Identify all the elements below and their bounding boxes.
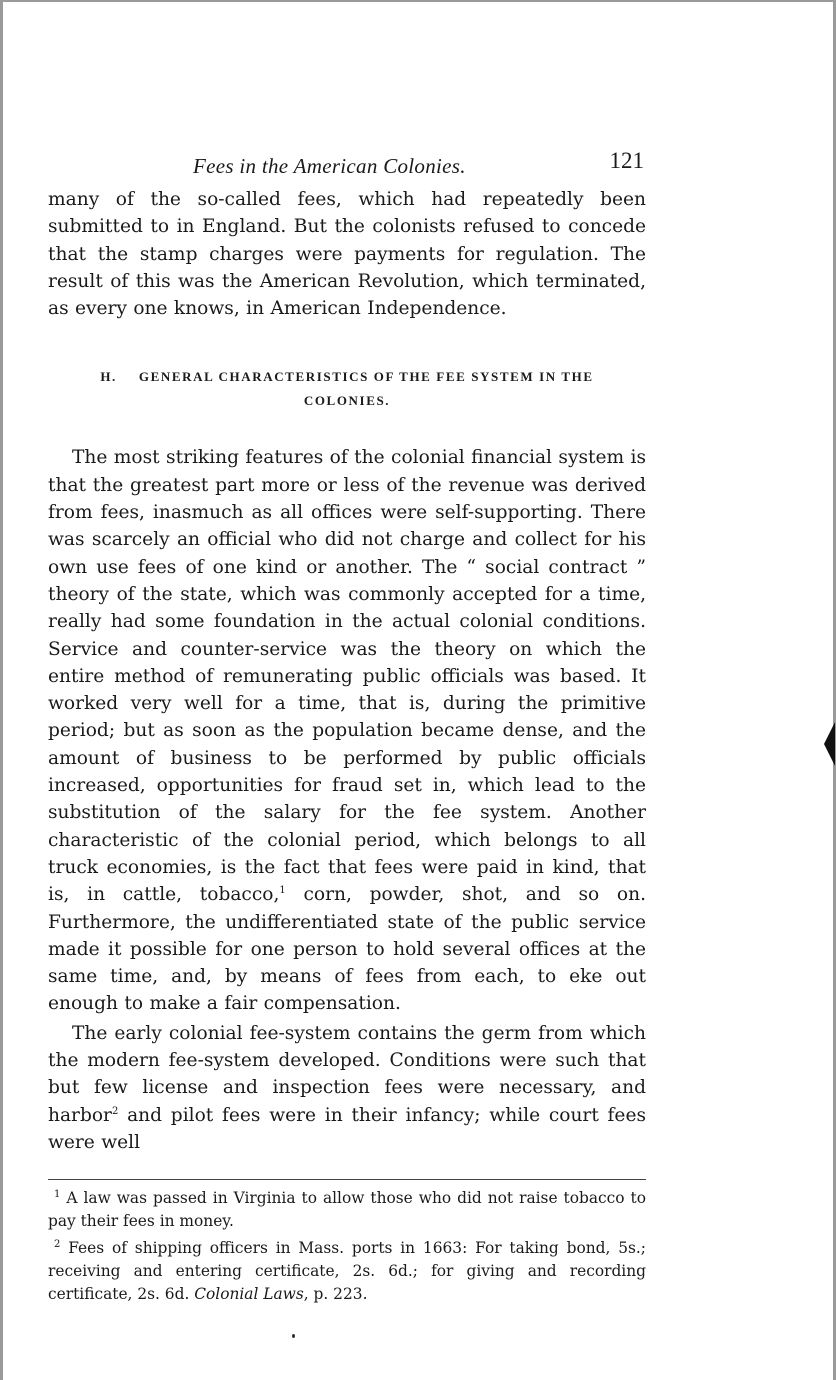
footnote-ref: 2 [111, 1105, 119, 1117]
footnote-text: , p. 223. [303, 1285, 368, 1304]
footnote-ref: 1 [279, 885, 286, 897]
paragraph-text: corn, powder, shot, and so on. Furthermore, the undifferentiated state of the public service made it possible for one person to hold several offices at the same time, and, by means of fees from each, to eke out enough to make a fair compensation. [48, 884, 646, 1015]
section-heading [48, 365, 646, 413]
paragraph-early-fee-system [48, 1020, 646, 1156]
footnote-1 [48, 1187, 646, 1233]
section-number: H. [100, 369, 117, 385]
scan-mark [824, 722, 835, 766]
paragraph-characteristics [48, 444, 646, 1017]
footnote-2 [48, 1237, 646, 1306]
running-head [48, 146, 646, 186]
paragraph-text: The early colonial fee-system contains the germ from which the modern fee-system developed. Conditions were such that but few license and inspection fees were necessary, and harbor [48, 1022, 646, 1126]
continuation-paragraph: many of the so-called fees, which had repeatedly been submitted to in England. But the colonists refused to concede that the stamp charges were payments for regulation. The result of this was the American Revolution, which terminated, as every one knows, in American Independence. [48, 189, 646, 320]
page-number: 121 [609, 148, 644, 173]
running-title: Fees in the American Colonies. [193, 154, 466, 178]
paragraph-text: and pilot fees were in their infancy; while court fees were well [48, 1104, 646, 1153]
book-page [48, 146, 646, 1310]
footnote-marker: 1 [54, 1189, 61, 1201]
paragraph-text: The most striking features of the colonial financial system is that the greatest part more or less of the revenue was derived from fees, inasmuch as all offices were self-supporting. There was scarcely an official who did not charge and collect for his own use fees of one kind or another. The “ social contract ” theory of the state, which was commonly accepted for a time, really had some foundation in the actual colonial conditions. Service and counter-service was the theory on which the entire method of remunerating public officials was based. It worked very well for a time, that is, during the primitive period; but as soon as the population became dense, and the amount of business to be performed by public officials increased, opportunities for fraud set in, which lead to the substitution of the salary for the fee system. Another characteristic of the colonial period, which belongs to all truck economies, is the fact that fees were paid in kind, that is, in cattle, tobacco, [48, 447, 646, 906]
footnote-text: Fees of shipping officers in Mass. ports in 1663: For taking bond, 5s.; receiving and entering certificate, 2s. 6d.; for giving and recording certificate, 2s. 6d. [48, 1239, 646, 1304]
scan-edge-top [0, 0, 836, 2]
footnote-divider [48, 1179, 646, 1180]
section-heading-line1 [48, 365, 646, 389]
section-title-line2: COLONIES. [303, 393, 391, 409]
scan-speck [292, 1334, 295, 1338]
footnotes [48, 1187, 646, 1306]
footnote-text: A law was passed in Virginia to allow those who did not raise tobacco to pay their fees in money. [48, 1189, 646, 1231]
citation-title: Colonial Laws [194, 1285, 304, 1304]
footnote-marker: 2 [54, 1239, 61, 1251]
section-title-line1: GENERAL CHARACTERISTICS OF THE FEE SYSTEM IN THE [138, 369, 594, 385]
scan-edge-left [0, 0, 3, 1380]
